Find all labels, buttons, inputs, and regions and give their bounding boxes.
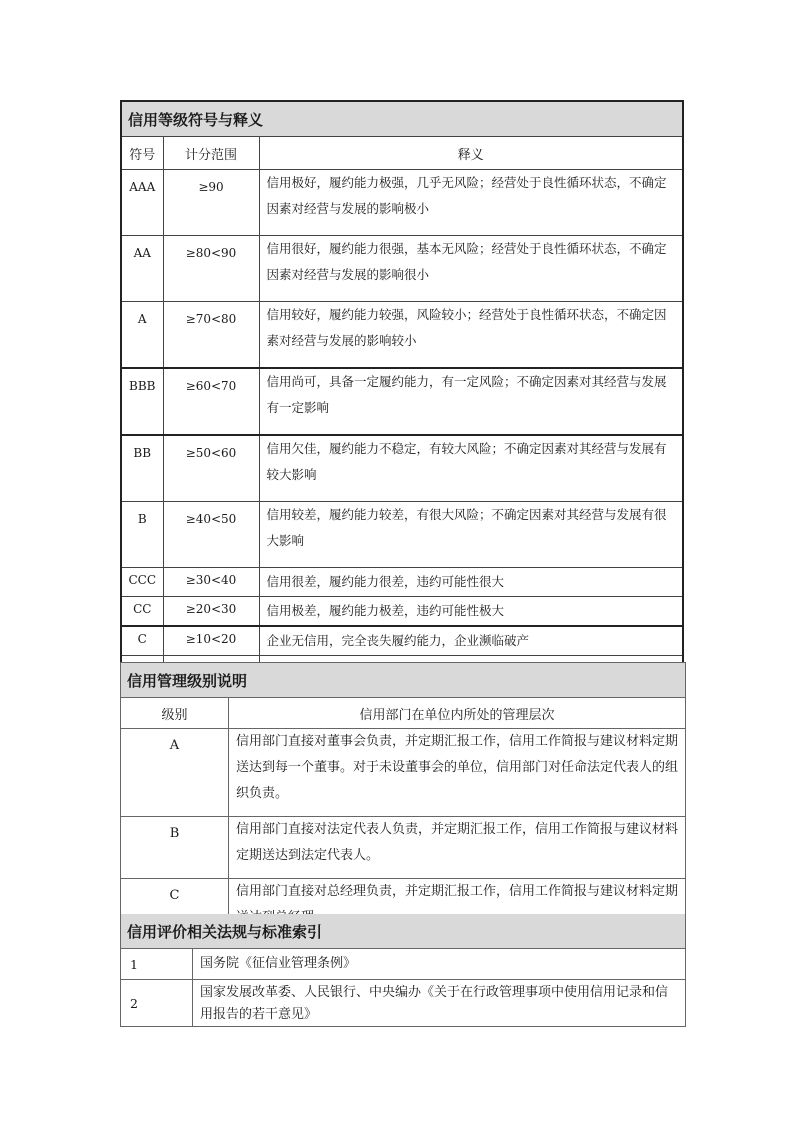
management-table-title: 信用管理级别说明 <box>121 663 686 698</box>
table-row <box>121 368 683 435</box>
rating-symbol: BBB <box>121 368 163 435</box>
table-row <box>121 236 683 302</box>
rating-range: ≥50<60 <box>163 435 259 502</box>
regulation-number: 1 <box>121 949 193 980</box>
column-header-meaning: 释义 <box>259 137 683 170</box>
management-level: B <box>121 817 229 879</box>
rating-symbol: A <box>121 302 163 369</box>
rating-meaning: 信用欠佳，履约能力不稳定，有较大风险；不确定因素对其经营与发展有较大影响 <box>259 435 683 502</box>
rating-meaning: 信用极差，履约能力极差，违约可能性极大 <box>259 597 683 627</box>
column-header-score-range: 计分范围 <box>163 137 259 170</box>
table-row <box>121 302 683 369</box>
management-description: 信用部门直接对董事会负责，并定期汇报工作，信用工作简报与建议材料定期送达到每一个董事。对于未设董事会的单位，信用部门对任命法定代表人的组织负责。 <box>229 729 686 817</box>
table-row <box>121 980 686 1027</box>
table-row <box>121 729 686 817</box>
rating-meaning: 信用很差，履约能力很差，违约可能性很大 <box>259 568 683 597</box>
table-row <box>121 435 683 502</box>
rating-symbol: BB <box>121 435 163 502</box>
management-level: C <box>121 879 229 941</box>
credit-rating-table <box>120 100 684 686</box>
rating-range: ≥60<70 <box>163 368 259 435</box>
column-header-symbol: 符号 <box>121 137 163 170</box>
rating-meaning: 信用极好，履约能力极强，几乎无风险；经营处于良性循环状态，不确定因素对经营与发展的影响极小 <box>259 170 683 236</box>
regulations-table-title: 信用评价相关法规与标准索引 <box>121 914 686 949</box>
rating-meaning: 信用较差，履约能力较差，有很大风险；不确定因素对其经营与发展有很大影响 <box>259 502 683 568</box>
management-description: 信用部门直接对法定代表人负责，并定期汇报工作，信用工作简报与建议材料定期送达到法定代表人。 <box>229 817 686 879</box>
regulations-index-table <box>120 914 686 1027</box>
rating-range: ≥80<90 <box>163 236 259 302</box>
rating-table-title: 信用等级符号与释义 <box>121 101 683 137</box>
regulation-text: 国家发展改革委、人民银行、中央编办《关于在行政管理事项中使用信用记录和信用报告的若干意见》 <box>193 980 686 1027</box>
table-row <box>121 502 683 568</box>
regulation-number: 2 <box>121 980 193 1027</box>
rating-meaning: 企业无信用，完全丧失履约能力，企业濒临破产 <box>259 626 683 656</box>
table-row <box>121 626 683 656</box>
management-description: 信用部门直接对总经理负责，并定期汇报工作，信用工作简报与建议材料定期 <box>229 879 686 941</box>
rating-symbol: CC <box>121 597 163 627</box>
regulation-text: 国务院《征信业管理条例》 <box>193 949 686 980</box>
rating-meaning: 信用较好，履约能力较强，风险较小；经营处于良性循环状态，不确定因素对经营与发展的影响较小 <box>259 302 683 369</box>
rating-meaning: 信用尚可，具备一定履约能力，有一定风险；不确定因素对其经营与发展有一定影响 <box>259 368 683 435</box>
rating-range: ≥10<20 <box>163 626 259 656</box>
rating-symbol: AAA <box>121 170 163 236</box>
rating-symbol: AA <box>121 236 163 302</box>
rating-range: ≥20<30 <box>163 597 259 627</box>
rating-symbol: B <box>121 502 163 568</box>
table-row <box>121 949 686 980</box>
credit-management-level-table <box>120 662 686 941</box>
column-header-management-layer: 信用部门在单位内所处的管理层次 <box>229 698 686 729</box>
rating-range: ≥70<80 <box>163 302 259 369</box>
rating-symbol: CCC <box>121 568 163 597</box>
rating-range: ≥90 <box>163 170 259 236</box>
management-level: A <box>121 729 229 817</box>
rating-range: ≥40<50 <box>163 502 259 568</box>
rating-range: ≥30<40 <box>163 568 259 597</box>
column-header-level: 级别 <box>121 698 229 729</box>
table-row <box>121 568 683 597</box>
table-row <box>121 170 683 236</box>
rating-meaning: 信用很好，履约能力很强，基本无风险；经营处于良性循环状态，不确定因素对经营与发展的影响很小 <box>259 236 683 302</box>
table-row <box>121 817 686 879</box>
table-row <box>121 597 683 627</box>
rating-symbol: C <box>121 626 163 656</box>
